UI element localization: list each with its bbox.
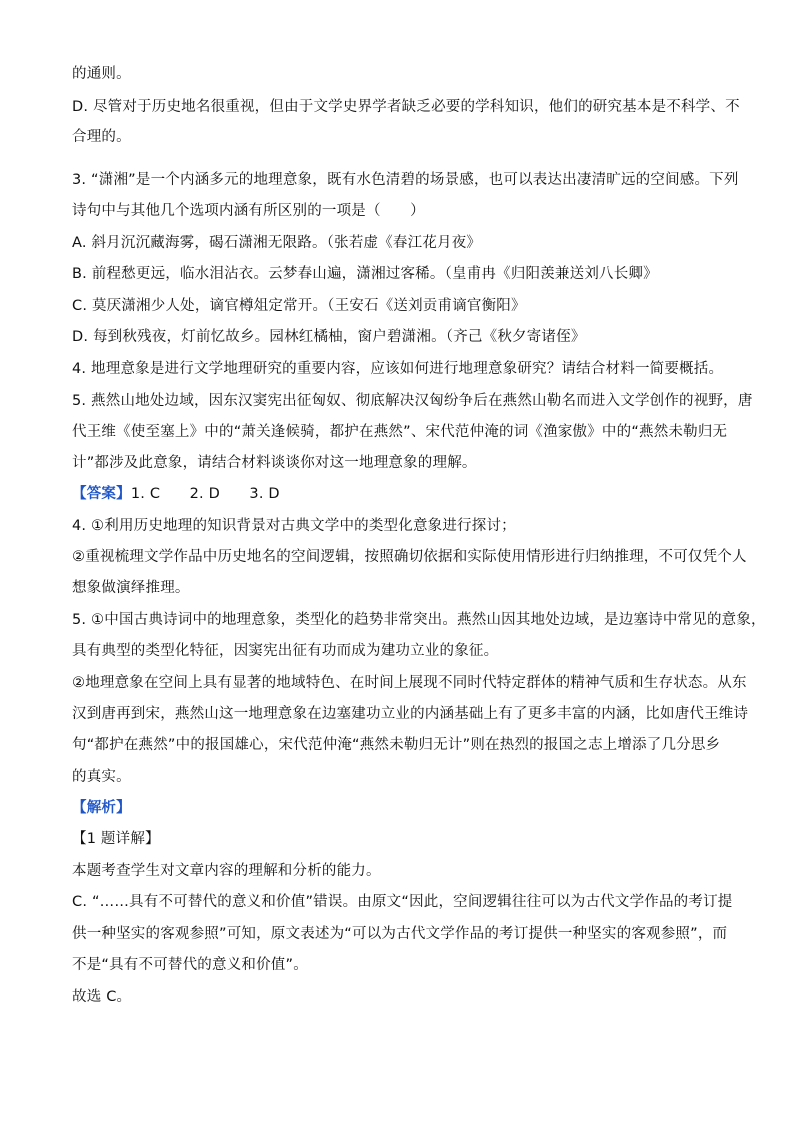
detail-heading: 【1 题详解】 [72,831,160,847]
answer-4-line-1: 4. ①利用历史地理的知识背景对古典文学中的类型化意象进行探讨； [72,518,516,534]
question-5-line-1: 5. 燕然山地处边域，因东汉窦宪出征匈奴、彻底解决汉匈纷争后在燕然山勒名而进入文学创作的视野，唐 [72,393,753,409]
answer-4-line-3: 想象做演绎推理。 [72,580,190,596]
question-3-line-2: 诗句中与其他几个选项内涵有所区别的一项是（ ） [72,203,425,219]
question-5-line-3: 计”都涉及此意象，请结合材料谈谈你对这一地理意象的理解。 [72,455,477,471]
answer-row [72,484,280,504]
question-4: 4. 地理意象是进行文学地理研究的重要内容，应该如何进行地理意象研究？请结合材料一简要概括。 [72,361,724,377]
option-c: C. 莫厌潇湘少人处，谪官樽俎定常开。（王安石《送刘贡甫谪官衡阳》 [72,298,526,314]
analysis-label: 【解析】 [72,800,131,816]
question-3-line-1: 3. “潇湘”是一个内涵多元的地理意象，既有水色清碧的场景感，也可以表达出凄清旷远的空间感。下列 [72,172,739,188]
answer-5-line-3: ②地理意象在空间上具有显著的地域特色、在时间上展现不同时代特定群体的精神气质和生存状态。从东 [72,675,747,691]
detail-line-4: 不是“具有不可替代的意义和价值”。 [72,957,308,973]
option-b: B. 前程愁更远，临水泪沾衣。云梦春山遍，潇湘过客稀。（皇甫冉《归阳羡兼送刘八长卿》 [72,266,658,282]
answer-text: 1. C 2. D 3. D [130,486,280,502]
answer-4-line-2: ②重视梳理文学作品中历史地名的空间逻辑，按照确切依据和实际使用情形进行归纳推理，不可仅凭个人 [72,549,747,565]
detail-line-1: 本题考查学生对文章内容的理解和分析的能力。 [72,863,381,879]
answer-label: 【答案】 [72,486,131,502]
answer-5-line-5: 句“都护在燕然”中的报国雄心，宋代范仲淹“燕然未勒归无计”则在热烈的报国之志上增添了几分思乡 [72,737,721,753]
answer-5-line-1: 5. ①中国古典诗词中的地理意象，类型化的趋势非常突出。燕然山因其地处边域，是边塞诗中常见的意象， [72,612,766,628]
question-5-line-2: 代王维《使至塞上》中的“萧关逢候骑，都护在燕然”、宋代范仲淹的词《渔家傲》中的“燕然未勒归无 [72,424,728,440]
detail-line-2: C. “……具有不可替代的意义和价值”错误。由原文“因此，空间逻辑往往可以为古代文学作品的考订提 [72,894,733,910]
option-d-line-2: 合理的。 [72,129,131,145]
answer-5-line-4: 汉到唐再到宋，燕然山这一地理意象在边塞建功立业的内涵基础上有了更多丰富的内涵，比如唐代王维诗 [72,706,749,722]
text-line: 的通则。 [72,66,131,82]
option-d: D. 每到秋残夜，灯前忆故乡。园林红橘柚，窗户碧潇湘。（齐己《秋夕寄诸侄》 [72,329,586,345]
answer-5-line-2: 具有典型的类型化特征，因窦宪出征有功而成为建功立业的象征。 [72,643,499,659]
option-d-line-1: D. 尽管对于历史地名很重视，但由于文学史界学者缺乏必要的学科知识，他们的研究基本是不科学、不 [72,99,740,115]
answer-5-line-6: 的真实。 [72,769,131,785]
detail-line-3: 供一种坚实的客观参照”可知，原文表述为“可以为古代文学作品的考订提供一种坚实的客观参照”，而 [72,926,728,942]
detail-conclusion: 故选 C。 [72,989,132,1005]
option-a: A. 斜月沉沉藏海雾，碣石潇湘无限路。（张若虚《春江花月夜》 [72,235,482,251]
